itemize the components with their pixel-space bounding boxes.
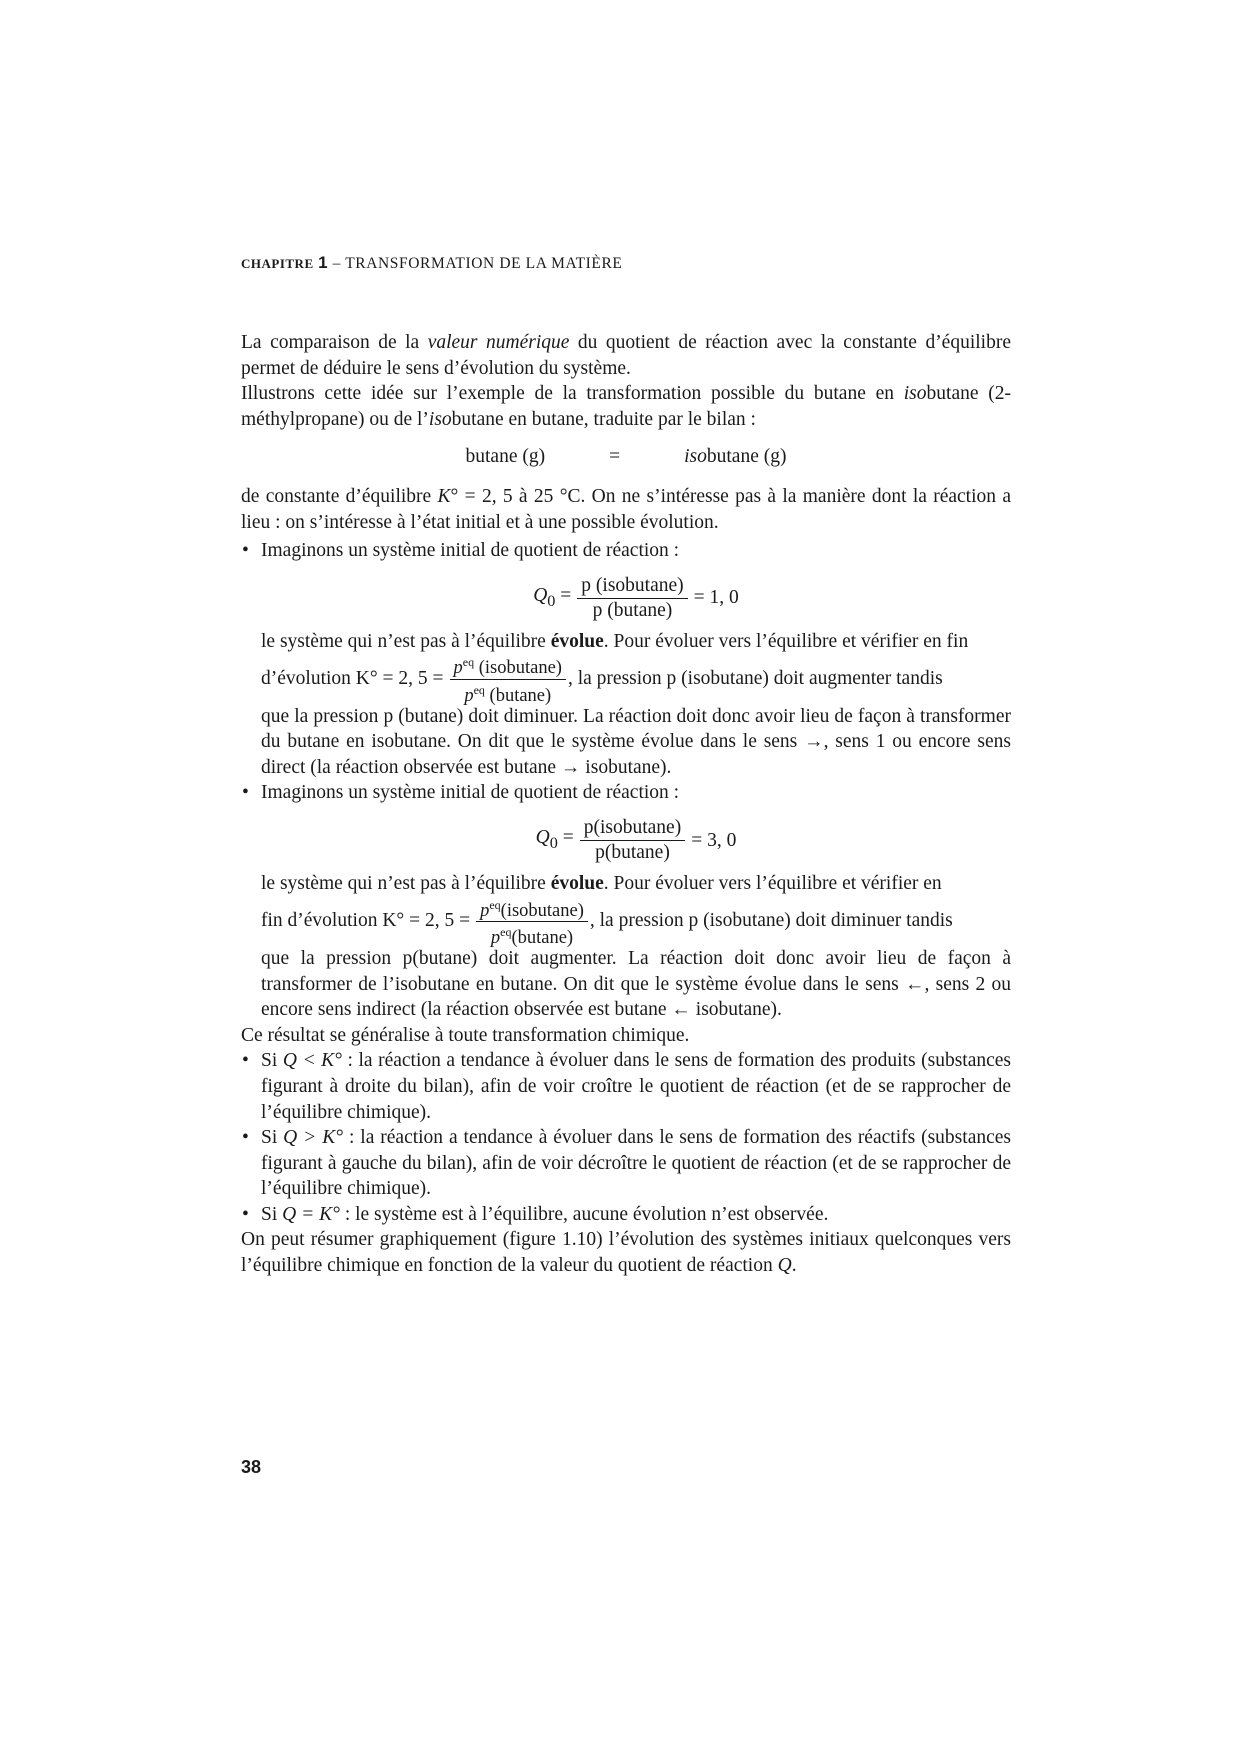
quotient-value: = 1, 0 [693,587,739,609]
text: : le système est à l’équilibre, aucune évolution n’est observée. [339,1203,829,1225]
quotient-value: = 3, 0 [691,829,737,851]
bullet-dot: • [242,1050,249,1072]
p-letter: p [453,658,463,679]
bullet-q-less-k [241,1048,1011,1125]
iso-prefix: iso [684,446,707,468]
fraction-numerator: p (isobutane) [577,574,687,599]
fraction-denominator [487,922,577,948]
case2-line-3: que la pression p(butane) doit augmenter. La réaction doit donc avoir lieu de façon à transformer de l’isobutane en butane. On dit que le système évolue dans le sens ←, sens 2 ou encore sens indirect (la réaction observée est butane ← isobutane). [261,947,1011,1021]
quotient-fraction [577,574,687,623]
text: , la pression p (isobutane) doit diminuer tandis [589,910,953,932]
intro-paragraph-1 [241,330,1011,381]
bullet-text [261,1125,1011,1202]
fraction-numerator [450,652,566,679]
text: . [791,1255,797,1277]
general-intro: Ce résultat se généralise à toute transformation chimique. [241,1024,690,1046]
iso-prefix: iso [903,383,927,405]
text: fin d’évolution K° = 2, 5 = [261,910,471,932]
case1-line-3: que la pression p (butane) doit diminuer. La réaction doit donc avoir lieu de façon à transformer du butane en isobutane. On dit que le système évolue dans le sens →, sens 1 ou encore sens direct (la réaction observée est butane → isobutane). [261,705,1011,778]
text: (isobutane) [500,900,584,921]
iso-prefix: iso [428,408,452,430]
condition: Q = K° [282,1203,340,1225]
chapter-label: CHAPITRE [241,256,314,271]
q-letter: Q [777,1255,792,1277]
constant-paragraph [241,484,1011,535]
bullet-case-2 [241,780,1011,1022]
chapter-title: TRANSFORMATION DE LA MATIÈRE [345,255,623,272]
condition: Q > K° [283,1127,344,1149]
q0-symbol [536,825,574,856]
text: butane en butane, traduite par le bilan : [451,408,756,430]
bold-word: évolue [550,630,604,652]
text: Illustrons cette idée sur l’exemple de la transformation possible du butane en [241,383,904,405]
equals: = [555,584,572,606]
bullet-q-equal-k [241,1202,1011,1228]
emphasis: valeur numérique [427,332,570,353]
p-letter: p [464,685,474,706]
case1-quotient-equation [261,574,1011,623]
k-symbol: K [437,485,451,507]
fraction-denominator [460,680,555,706]
text: , la pression p (isobutane) doit augmenter tandis [567,668,943,690]
header-dash: – [328,255,346,272]
running-header [241,250,623,277]
text: Si [261,1203,283,1225]
text: Si [261,1127,284,1149]
bold-word: évolue [550,873,604,895]
bullet-q-greater-k [241,1125,1011,1202]
text: On peut résumer graphiquement (figure 1.10) l’évolution des systèmes initiaux quelconques vers l’équilibre chimique en fonction de la valeur du quotient de réaction [241,1229,1011,1277]
text: . Pour évoluer vers l’équilibre et vérifier en fin [603,630,969,652]
reaction-sign: = [609,446,621,468]
bullet-dot: • [242,1203,249,1225]
text: (isobutane) [474,658,562,679]
superscript: eq [462,655,475,670]
bullet-dot: • [242,540,249,562]
reaction-right [684,444,786,470]
text: de constante d’équilibre [241,485,438,507]
equals: = [557,826,574,848]
case1-line-2 [261,652,1011,705]
equilibrium-fraction [450,652,566,705]
conclusion-paragraph [241,1227,1011,1278]
text: le système qui n’est pas à l’équilibre [261,873,551,895]
case2-line-2 [261,895,1011,948]
reaction-equation [241,444,1011,470]
intro-paragraph-2 [241,381,1011,432]
fraction-denominator: p (butane) [592,599,673,621]
bullet-text [261,1048,1011,1125]
text: . Pour évoluer vers l’équilibre et vérifier en [603,873,942,895]
subscript: 0 [549,833,558,852]
q0-symbol [533,583,571,614]
p-letter: p [480,900,490,921]
reaction-left: butane (g) [465,446,546,468]
text: le système qui n’est pas à l’équilibre [261,630,551,652]
bullet-case-1 [241,538,1011,780]
text: La comparaison de la [241,332,428,353]
page-number: 38 [241,1457,262,1477]
fraction-numerator [476,895,588,922]
bullet-dot: • [242,1127,249,1149]
case1-line-1 [261,629,1011,655]
quotient-fraction [580,816,685,865]
text: (butane) [484,685,552,706]
superscript: eq [489,897,501,912]
case2-quotient-equation [261,816,1011,865]
text: d’évolution K° = 2, 5 = [261,668,444,690]
subscript: 0 [547,591,556,610]
page-body [241,330,1011,1279]
text: : la réaction a tendance à évoluer dans le sens de formation des produits (substances figurant à droite du bilan), afin de voir croître le quotient de réaction (et de se rapprocher de l’équilibre chimique). [261,1050,1012,1123]
text: Si [261,1050,283,1072]
text: butane (g) [706,446,787,468]
superscript: eq [473,682,485,697]
fraction-numerator: p(isobutane) [580,816,685,841]
q-letter: Q [535,826,550,848]
text: ° = 2, 5 à 25 °C. On ne s’intéresse pas à la manière dont la réaction a lieu : on s’intéresse à l’état initial et à une possible évolution. [241,485,1011,533]
text: butane (2-méthylpropane) ou de l’ [241,383,1011,430]
case2-intro: Imaginons un système initial de quotient de réaction : [261,782,680,804]
condition: Q < K° [282,1050,342,1072]
fraction-denominator: p(butane) [595,842,670,864]
equilibrium-fraction [476,895,588,948]
text: (butane) [511,927,574,948]
p-letter: p [490,927,501,948]
bullet-text [261,1202,1011,1228]
chapter-number: 1 [318,253,329,272]
bullet-dot: • [242,782,249,804]
superscript: eq [500,924,512,939]
text: : la réaction a tendance à évoluer dans le sens de formation des réactifs (substances figurant à gauche du bilan), afin de voir décroître le quotient de réaction (et de se rapprocher de l’équilibre chimique). [261,1127,1011,1200]
case1-intro: Imaginons un système initial de quotient de réaction : [261,540,680,562]
text: du quotient de réaction avec la constante d’équilibre permet de déduire le sens d’évolution du système. [241,332,1011,379]
q-letter: Q [533,584,548,606]
case2-line-1 [261,871,1011,897]
